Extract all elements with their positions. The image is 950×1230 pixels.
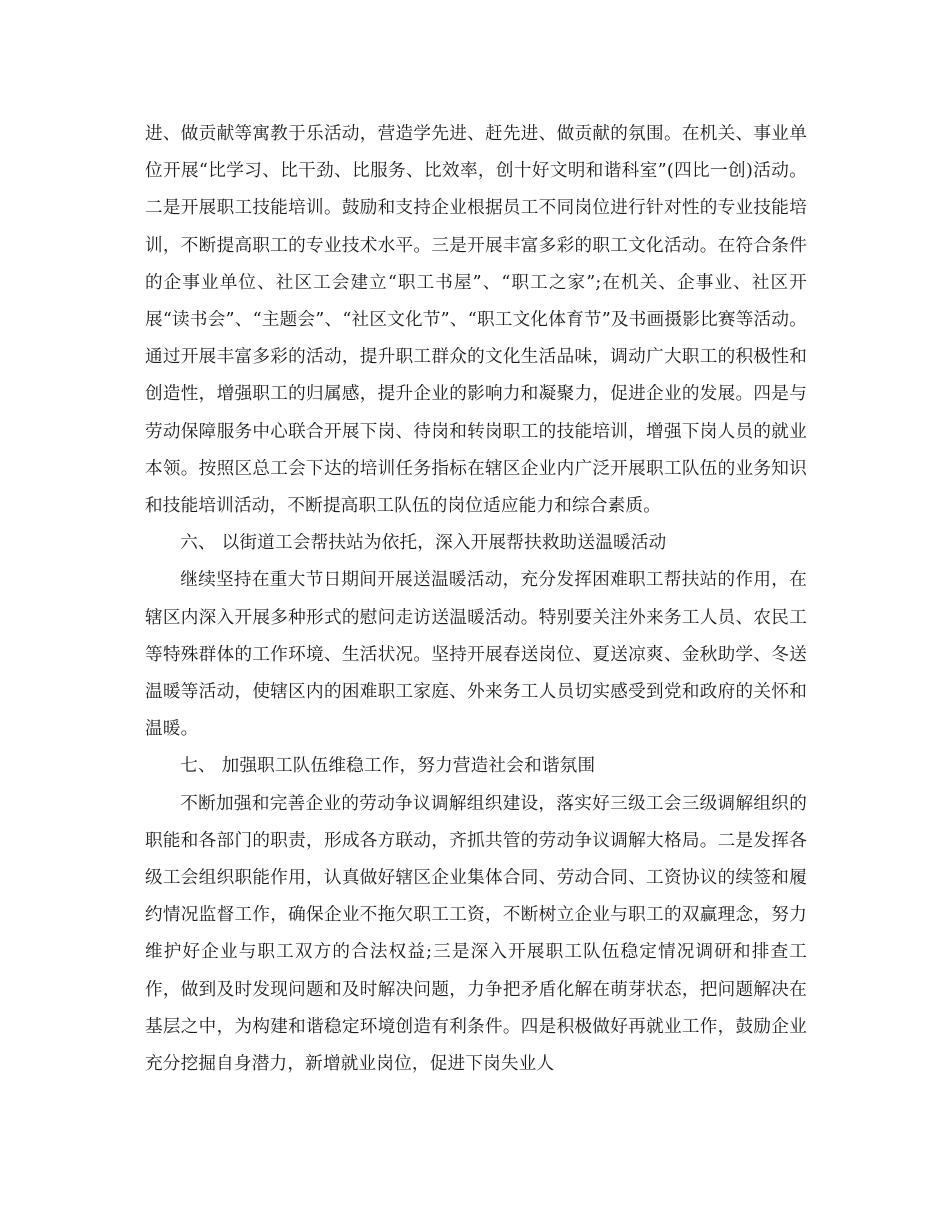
document-body [145, 116, 807, 1083]
paragraph-section-six: 继续坚持在重大节日期间开展送温暖活动，充分发挥困难职工帮扶站的作用，在辖区内深入开展多种形式的慰问走访送温暖活动。特别要关注外来务工人员、农民工等特殊群体的工作环境、生活状况。坚持开展春送岗位、夏送凉爽、金秋助学、冬送温暖等活动，使辖区内的困难职工家庭、外来务工人员切实感受到党和政府的关怀和温暖。 [145, 570, 807, 740]
section-heading-seven: 七、 加强职工队伍维稳工作，努力营造社会和谐氛围 [180, 756, 596, 777]
paragraph-section-seven: 不断加强和完善企业的劳动争议调解组织建设，落实好三级工会三级调解组织的职能和各部门的职责，形成各方联动，齐抓共管的劳动争议调解大格局。二是发挥各级工会组织职能作用，认真做好辖区企业集体合同、劳动合同、工资协议的续签和履约情况监督工作，确保企业不拖欠职工工资，不断树立企业与职工的双赢理念，努力维护好企业与职工双方的合法权益;三是深入开展职工队伍稳定情况调研和排查工作，做到及时发现问题和及时解决问题，力争把矛盾化解在萌芽状态，把问题解决在基层之中，为构建和谐稳定环境创造有利条件。四是积极做好再就业工作，鼓励企业充分挖掘自身潜力，新增就业岗位，促进下岗失业人 [145, 793, 807, 1075]
section-heading-six: 六、 以街道工会帮扶站为依托，深入开展帮扶救助送温暖活动 [180, 533, 667, 554]
paragraph-continuation: 进、做贡献等寓教于乐活动，营造学先进、赶先进、做贡献的氛围。在机关、事业单位开展“比学习、比干劲、比服务、比效率，创十好文明和谐科室”(四比一创)活动。二是开展职工技能培训。鼓励和支持企业根据员工不同岗位进行针对性的专业技能培训，不断提高职工的专业技术水平。三是开展丰富多彩的职工文化活动。在符合条件的企事业单位、社区工会建立“职工书屋”、“职工之家”;在机关、企事业、社区开展“读书会”、“主题会”、“社区文化节”、“职工文化体育节”及书画摄影比赛等活动。通过开展丰富多彩的活动，提升职工群众的文化生活品味，调动广大职工的积极性和创造性，增强职工的归属感，提升企业的影响力和凝聚力，促进企业的发展。四是与劳动保障服务中心联合开展下岗、待岗和转岗职工的技能培训，增强下岗人员的就业本领。按照区总工会下达的培训任务指标在辖区企业内广泛开展职工队伍的业务知识和技能培训活动，不断提高职工队伍的岗位适应能力和综合素质。 [145, 124, 807, 517]
